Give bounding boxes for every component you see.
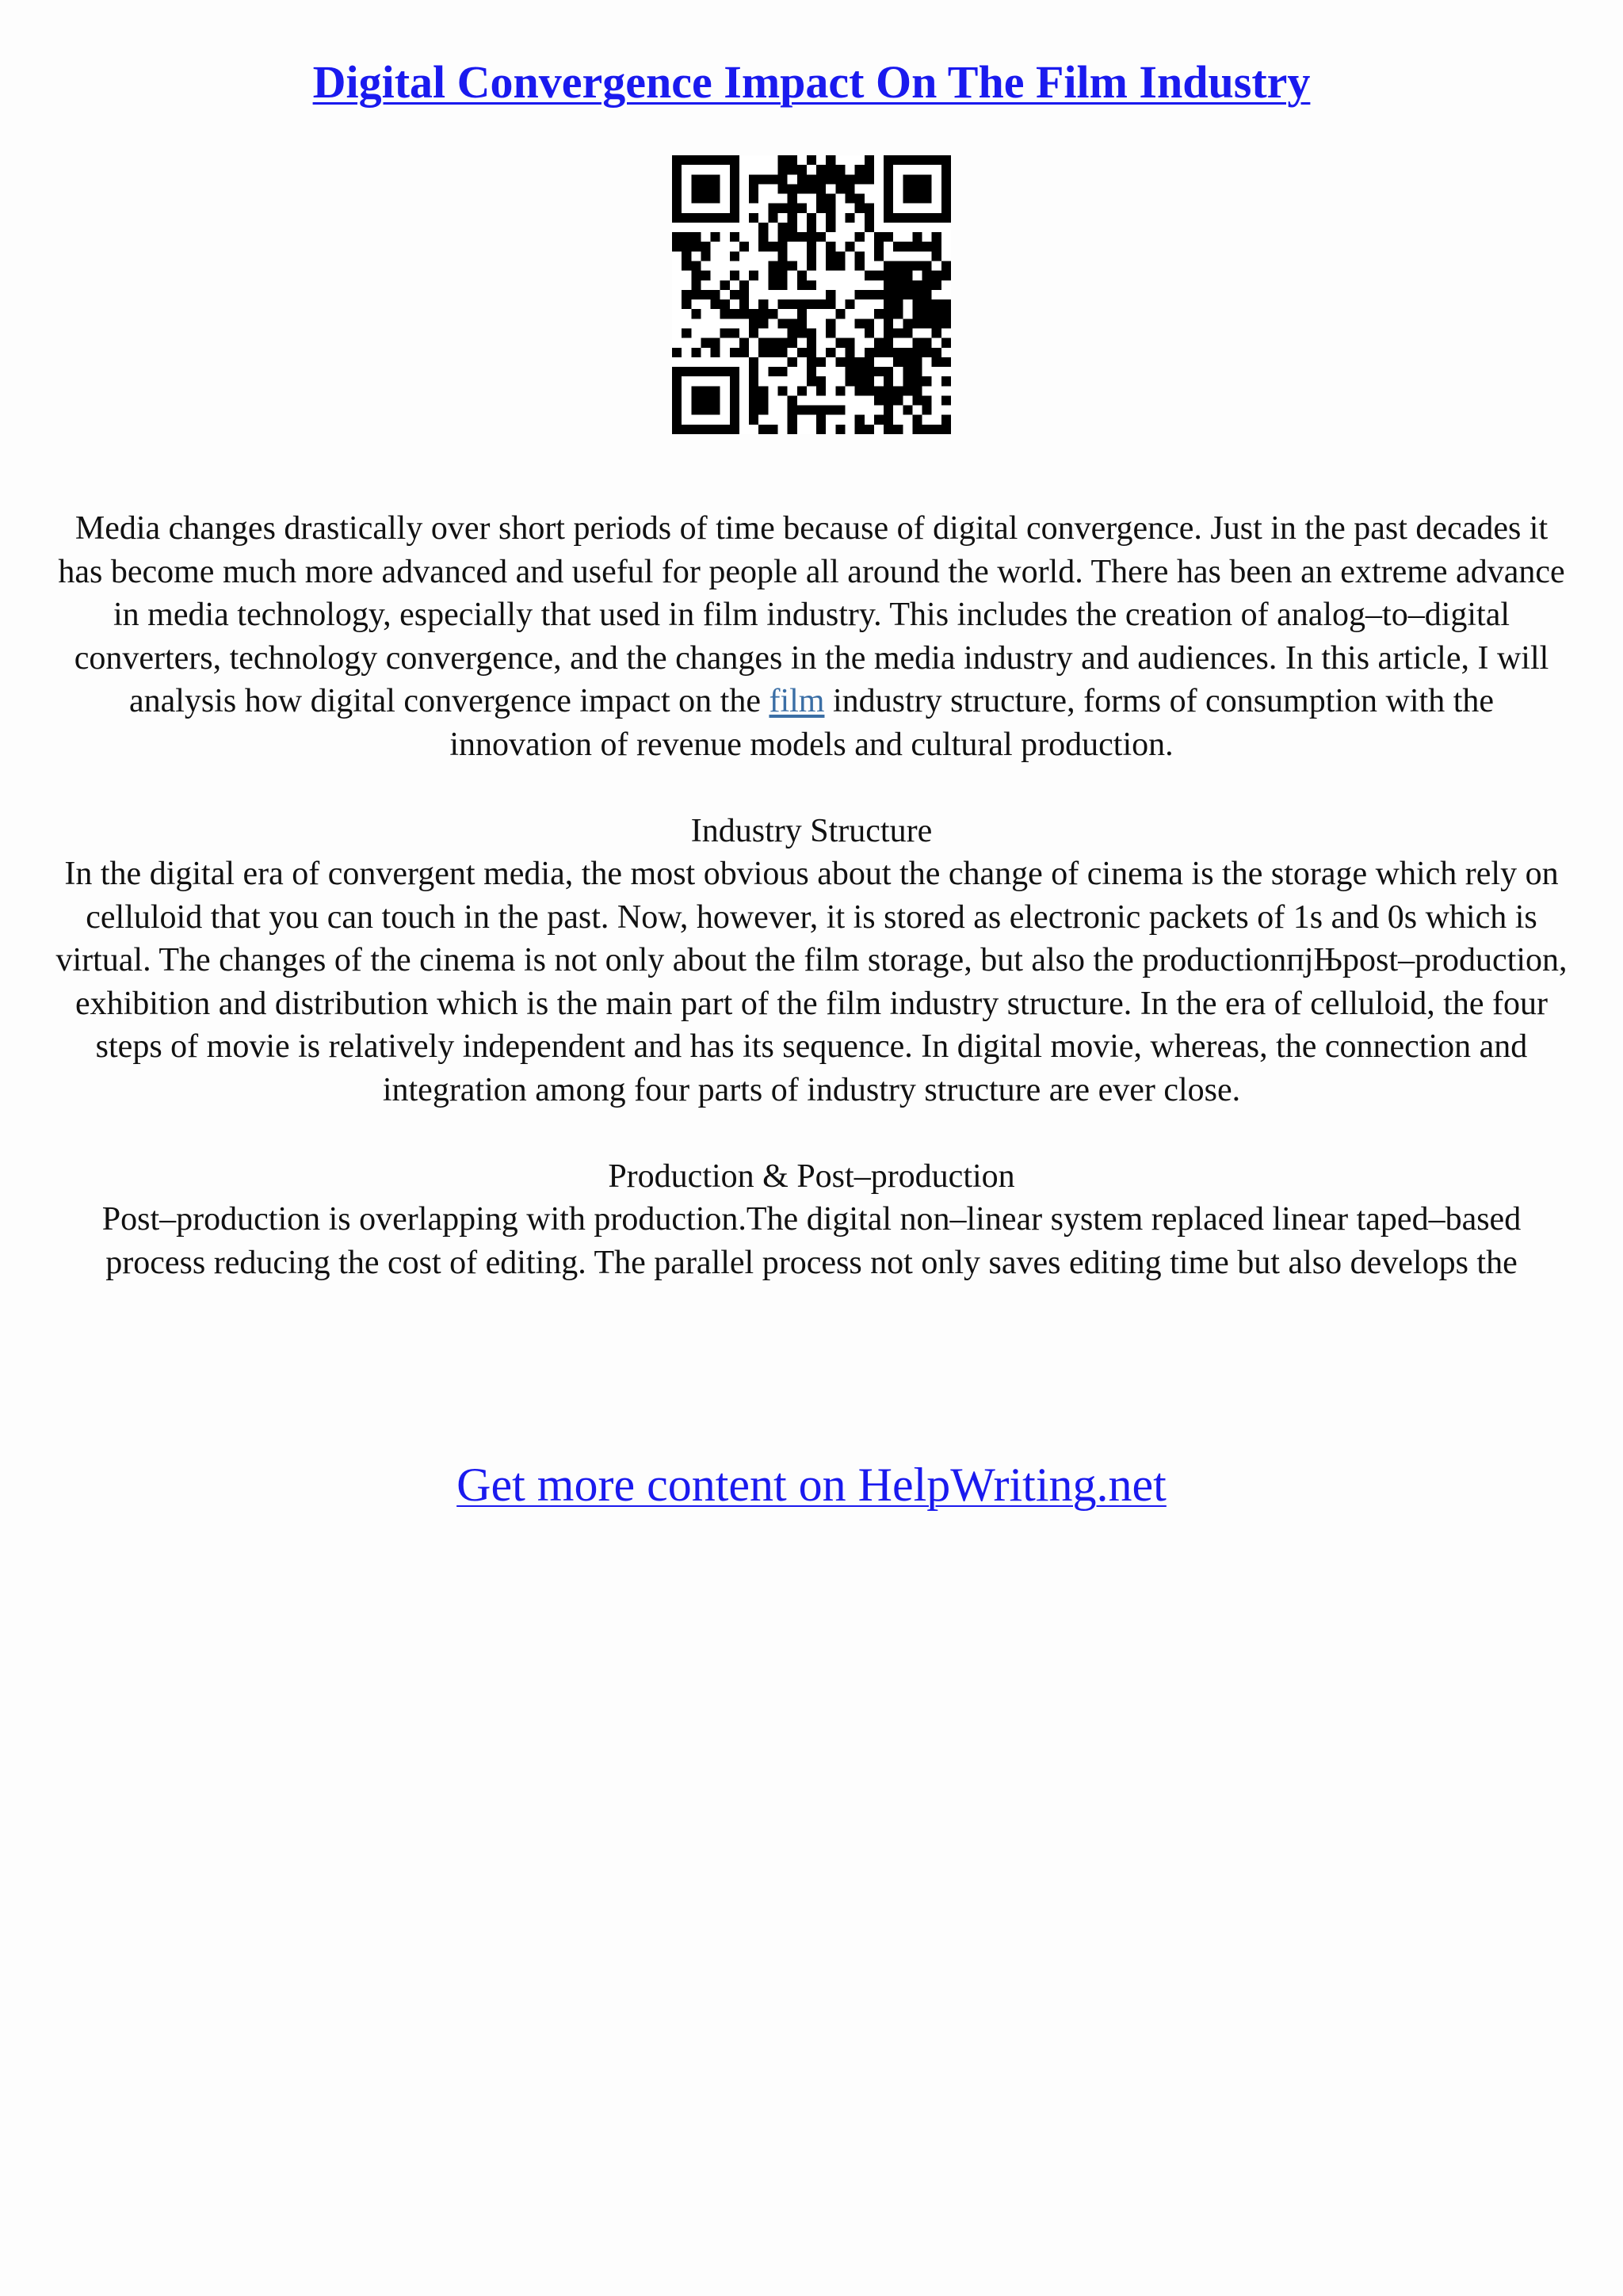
industry-structure-paragraph: In the digital era of convergent media, the most obvious about the change of cinema is the storage which rely on celluloid that you can touch in the past. Now, however, it is stored as electronic packets of 1s and 0s which is virtual. The changes of the cinema is not only about the film storage, but also the productionпјЊpost–production, exhibition and distribution which is the main part of the film industry structure. In the era of celluloid, the four steps of movie is relatively independent and has its sequence. In digital movie, whereas, the connection and integration among four parts of industry structure are ever close. bbox=[55, 856, 1568, 1108]
section-heading-industry-structure: Industry Structure bbox=[690, 812, 933, 849]
qr-code-icon bbox=[672, 155, 951, 434]
article-body bbox=[55, 507, 1568, 1284]
get-more-content-link[interactable]: Get more content on HelpWriting.net bbox=[456, 1459, 1167, 1511]
title-link[interactable]: Digital Convergence Impact On The Film Industry bbox=[312, 56, 1311, 108]
production-paragraph: Post–production is overlapping with production.The digital non–linear system replaced linear taped–based process reducing the cost of editing. The parallel process not only saves editing time but also develops the bbox=[101, 1201, 1522, 1281]
cta-container bbox=[0, 1458, 1623, 1512]
intro-text-before-link: Media changes drastically over short periods of time because of digital convergence. Just in the past decades it has become much more advanced and useful for people all around the world. There has been an extreme advance in media technology, especially that used in film industry. This includes the creation of analog–to–digital converters, technology convergence, and the changes in the media industry and audiences. In this article, I will analysis how digital convergence impact on the bbox=[58, 510, 1565, 719]
paragraph-spacer bbox=[55, 1112, 1568, 1155]
intro-text-after-link: industry structure, forms of consumption with the innovation of revenue models and cultural production. bbox=[449, 683, 1495, 763]
document-title bbox=[0, 55, 1623, 109]
section-heading-production: Production & Post–production bbox=[608, 1158, 1015, 1195]
film-link[interactable]: film bbox=[769, 683, 825, 719]
intro-paragraph bbox=[55, 507, 1568, 766]
paragraph-spacer bbox=[55, 766, 1568, 810]
